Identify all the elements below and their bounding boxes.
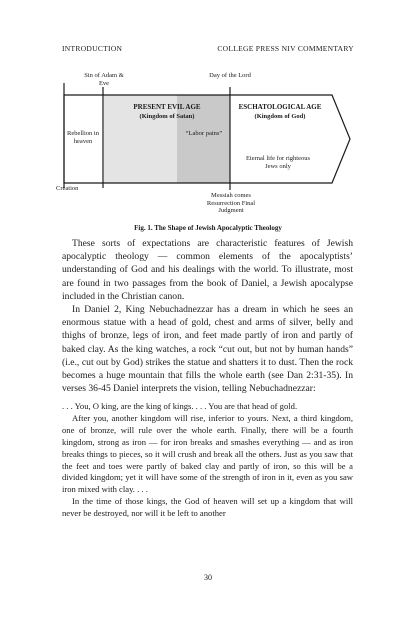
present-age-subtitle: (Kingdom of Satan) [139, 113, 195, 120]
quote-paragraph: . . . You, O king, are the king of kings. . . . You are that head of gold. [62, 401, 298, 411]
sin-of-adam-label: Sin of Adam & Eve [84, 72, 124, 87]
present-age-title: PRESENT EVIL AGE [133, 103, 201, 111]
header-book-title: COLLEGE PRESS NIV COMMENTARY [217, 44, 354, 53]
eschatological-age-title: ESCHATOLOGICAL AGE [238, 103, 322, 111]
apocalyptic-theology-figure [56, 72, 356, 222]
creation-label: Creation [56, 185, 79, 192]
eternal-life-label: Eternal life for righteous Jews only [245, 155, 311, 170]
body-text [62, 237, 353, 395]
day-of-lord-label: Day of the Lord [209, 72, 251, 79]
header-section-title: INTRODUCTION [62, 44, 123, 53]
page-number: 30 [204, 573, 212, 582]
messiah-label: Messiah comes Resurrection Final Judgment [206, 192, 256, 214]
rebellion-label: Rebellion in heaven [67, 130, 99, 145]
quote-paragraph: In the time of those kings, the God of heaven will set up a kingdom that will never be destroyed, nor will it be left to another [62, 496, 353, 519]
figure-caption: Fig. 1. The Shape of Jewish Apocalyptic Theology [134, 224, 282, 232]
block-quote [62, 401, 353, 520]
quote-paragraph: After you, another kingdom will rise, inferior to yours. Next, a third kingdom, one of bronze, will rule over the whole earth. Finally, there will be a fourth kingdom, strong as iron — for iron breaks and smashes everything — and as iron breaks things to pieces, so it will crush and break all the others. Just as you saw that the feet and toes were partly of baked clay and partly of iron, so this will be a divided kingdom; yet it will have some of the strength of iron in it, even as you saw iron mixed with clay. . . . [62, 412, 353, 495]
paragraph: In Daniel 2, King Nebuchadnezzar has a dream in which he sees an enormous statue with a head of gold, chest and arms of silver, belly and thighs of bronze, legs of iron, and feet made partly of iron and partly of baked clay. As the king watches, a rock “cut out, but not by human hands” (i.e., cut out by God) strikes the statue and shatters it to dust. Then the rock becomes a huge mountain that fills the whole earth (see Dan 2:31-35). In verses 36-45 Daniel interprets the vision, telling Nebuchadnezzar: [62, 304, 353, 395]
labor-pains-label: “Labor pains” [185, 130, 223, 137]
eschatological-age-subtitle: (Kingdom of God) [254, 113, 306, 120]
paragraph: These sorts of expectations are characteristic features of Jewish apocalyptic theology — common elements of the apocalyptists’ understanding of God and his dealings with the world. To illustrate, most are found in two passages from the book of Daniel, a Jewish apocalypse included in the Christian canon. [62, 238, 353, 302]
